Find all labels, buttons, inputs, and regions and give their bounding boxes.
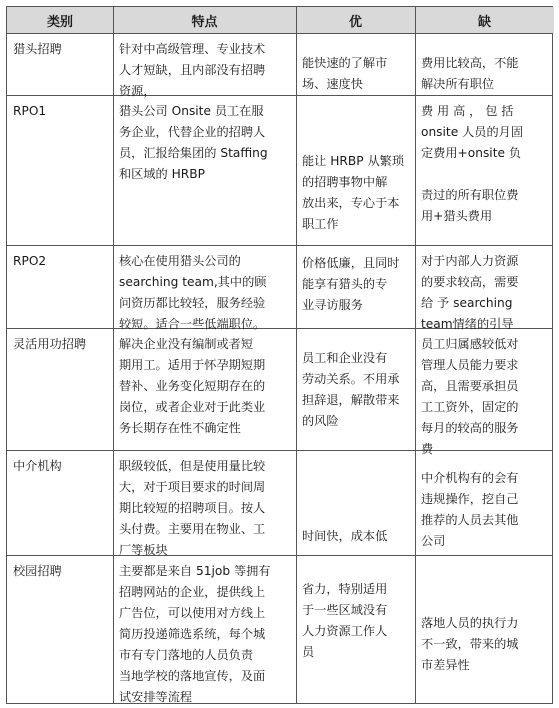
cell-text-line: onsite 人员的月固: [421, 125, 524, 139]
cell-text-line: 猎头公司 Onsite 员工在服: [119, 104, 264, 118]
cell-text-line: 员工和企业没有: [302, 351, 388, 365]
cell-text-line: 解决企业没有编制或者短: [119, 337, 254, 351]
cell-text-line: 对于内部人力资源: [421, 254, 519, 268]
cell-text-line: 招聘网站的企业，提供线上: [119, 585, 266, 599]
cell-text-line: 员，汇报给集团的 Staffing: [119, 146, 268, 160]
comparison-table: [6, 6, 553, 704]
cell-text-line: 岗位，或者企业对于此类业: [119, 400, 266, 414]
pros-cell: [296, 49, 415, 95]
cell-text-line: 的风险: [302, 414, 339, 428]
cons-cell: [415, 609, 554, 704]
cell-text-line: 用+猎头费用: [421, 209, 493, 223]
header-features: 特点: [113, 7, 296, 33]
cell-text-line: 替补、业务变化短期存在的: [119, 379, 266, 393]
cell-text-line: 核心在使用猎头公司的: [119, 254, 241, 268]
cell-text-line: 的招聘事物中解: [302, 175, 388, 189]
cell-text-line: 人力资源工作人: [302, 624, 388, 638]
cell-text-line: 校园招聘: [13, 564, 62, 578]
pros-cell: [296, 147, 415, 245]
cons-cell: [415, 330, 554, 456]
pros-cell: [296, 575, 415, 704]
cell-text-line: 职级较低，但是使用量比较: [119, 459, 266, 473]
cell-text-line: 的要求较高，需要: [421, 275, 519, 289]
cell-text-line: 担辞退，解散带来: [302, 393, 400, 407]
cell-text-line: RPO1: [13, 104, 47, 118]
cell-text-line: 费用比较高，不能: [421, 56, 519, 70]
cell-text-line: 能享有猎头的专: [302, 277, 388, 291]
cell-text-line: 期用工。适用于怀孕期短期: [119, 358, 266, 372]
cell-text-line: 工工资外，固定的: [421, 400, 519, 414]
cell-text-line: 务长期存在性不确定性: [119, 421, 241, 435]
features-cell: [113, 97, 296, 245]
cell-text-line: 期比较短的招聘项目。按人: [119, 501, 266, 515]
cell-text-line: 员工归属感较低对: [421, 337, 519, 351]
cons-cell: [415, 97, 554, 245]
cell-text-line: 中介机构有的会有: [421, 471, 519, 485]
cell-text-line: 广告位，可以使用对方线上: [119, 606, 266, 620]
category-cell: [7, 330, 113, 450]
category-cell: [7, 247, 113, 328]
cell-text-line: team情绪的引导: [421, 317, 514, 331]
cell-text-line: 人才短缺，且内部没有招聘: [119, 63, 266, 77]
cell-text-line: 费 用 高 ， 包 括: [421, 104, 514, 118]
cell-text-line: 灵活用功招聘: [13, 337, 87, 351]
cell-text-line: 试安排等流程: [119, 690, 193, 704]
cell-text-line: 职工作: [302, 217, 339, 231]
cell-text-line: 针对中高级管理、专业技术: [119, 42, 266, 56]
cons-cell: [415, 247, 554, 331]
cell-text-line: 解决所有职位: [421, 77, 495, 91]
features-cell: [113, 247, 296, 331]
cell-text-line: 和区域的 HRBP: [119, 167, 205, 181]
cell-text-line: 主要都是来自 51job 等拥有: [119, 564, 271, 578]
cell-text-line: 推荐的人员去其他: [421, 513, 519, 527]
cons-cell: [415, 464, 554, 555]
cell-text-line: 违规操作，挖自己: [421, 492, 519, 506]
cell-text-line: 时间快，成本低: [302, 529, 388, 543]
category-cell: [7, 97, 113, 245]
cell-text-line: 高，且需要承担员: [421, 379, 519, 393]
cell-text-line: RPO2: [13, 254, 47, 268]
cell-text-line: 市差异性: [421, 658, 470, 672]
features-cell: [113, 330, 296, 450]
cell-text-line: 价格低廉，且同时: [302, 256, 400, 270]
cell-text-line: searching team,其中的顾: [119, 275, 267, 289]
cell-text-line: 责过的所有职位费: [421, 188, 519, 202]
category-cell: [7, 452, 113, 555]
cell-text-line: 员: [302, 645, 315, 659]
features-cell: [113, 557, 296, 704]
pros-cell: [296, 249, 415, 328]
cell-text-line: 厂等板块: [119, 543, 168, 557]
cell-text-line: 定费用+onsite 负: [421, 146, 522, 160]
cell-text-line: 费: [421, 442, 434, 456]
cell-text-line: 放出来，专心于本: [302, 196, 400, 210]
row-divider: [7, 245, 552, 246]
cell-text-line: 于一些区域没有: [302, 603, 388, 617]
cell-text-line: 场、速度快: [302, 77, 363, 91]
cell-text-line: 管理人员能力要求: [421, 358, 519, 372]
category-cell: [7, 557, 113, 704]
row-divider: [7, 33, 552, 34]
cell-text-line: 公司: [421, 534, 446, 548]
pros-cell: [296, 344, 415, 450]
cell-text-line: 较短。适合一些低端职位。: [119, 317, 266, 331]
cell-text-line: 当地学校的落地宣传，及面: [119, 669, 266, 683]
category-cell: [7, 35, 113, 95]
cell-text-line: 能让 HRBP 从繁琐: [302, 154, 405, 168]
cell-text-line: 劳动关系。不用承: [302, 372, 400, 386]
cell-text-line: 业寻访服务: [302, 298, 363, 312]
cell-text-line: 头付费。主要用在物业、工: [119, 522, 266, 536]
cell-text-line: 省力，特别适用: [302, 582, 388, 596]
cell-text-line: 每月的较高的服务: [421, 421, 519, 435]
cell-text-line: 给 予 searching: [421, 296, 513, 310]
cell-text-line: 问资历都比较轻，服务经验: [119, 296, 266, 310]
cell-text-line: [421, 164, 548, 185]
cell-text-line: 务企业，代替企业的招聘人: [119, 125, 266, 139]
features-cell: [113, 452, 296, 555]
header-pros: 优: [296, 7, 415, 33]
pros-cell: [296, 522, 415, 555]
cell-text-line: 能快速的了解市: [302, 56, 388, 70]
cell-text-line: 中介机构: [13, 459, 62, 473]
features-cell: [113, 35, 296, 98]
cell-text-line: 落地人员的执行力: [421, 616, 519, 630]
cell-text-line: 猎头招聘: [13, 42, 62, 56]
cell-text-line: 不一致，带来的城: [421, 637, 519, 651]
header-category: 类别: [7, 7, 113, 33]
cell-text-line: 资源，: [119, 84, 156, 98]
cons-cell: [415, 49, 554, 95]
cell-text-line: 简历投递筛选系统，每个城: [119, 627, 266, 641]
header-cons: 缺: [415, 7, 554, 33]
cell-text-line: 市有专门落地的人员负责: [119, 648, 254, 662]
cell-text-line: 大，对于项目要求的时间周: [119, 480, 266, 494]
